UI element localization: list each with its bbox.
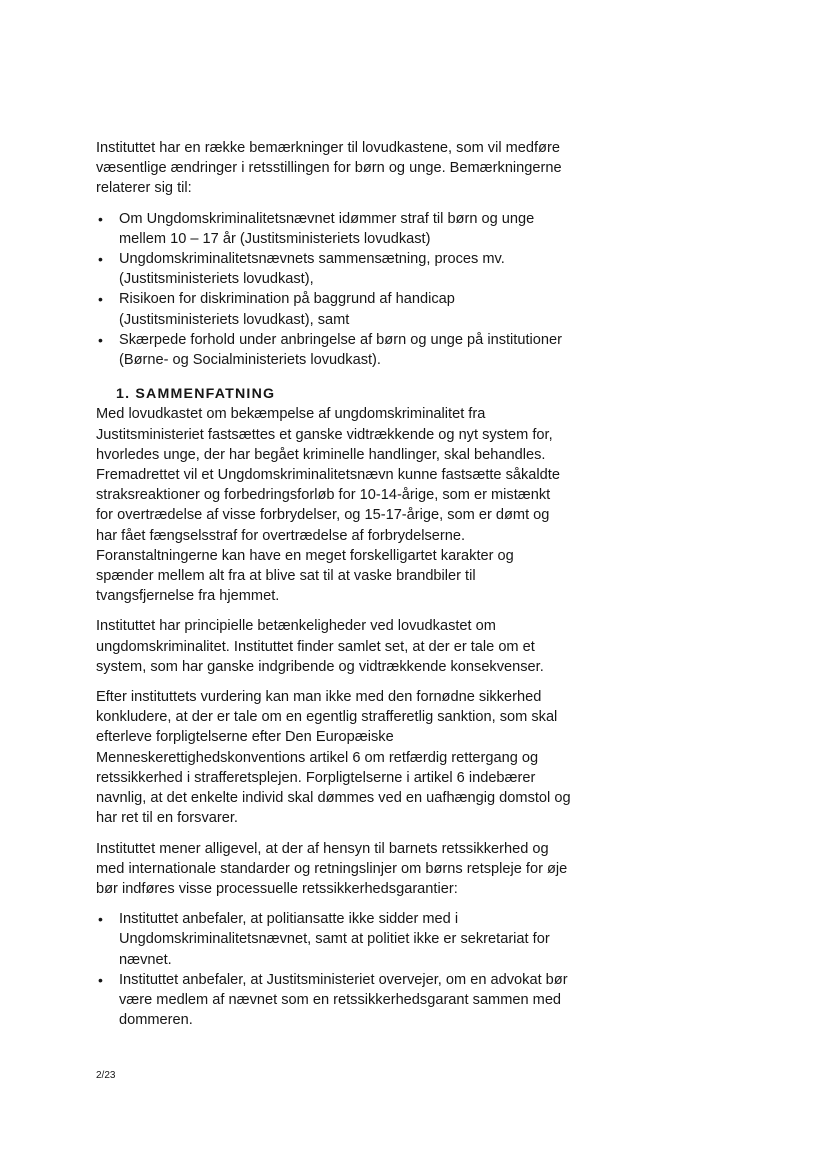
- topic-item: • Risikoen for diskrimination på baggrund af handicap (Justitsministeriets lovudkast), samt: [96, 289, 571, 329]
- recommendation-list: [96, 909, 571, 1030]
- page-number: 2/23: [96, 1070, 116, 1081]
- topic-item: • Om Ungdomskriminalitetsnævnet idømmer straf til børn og unge mellem 10 – 17 år (Justitsministeriets lovudkast): [96, 209, 571, 249]
- section-title: SAMMENFATNING: [135, 386, 276, 403]
- intro-paragraph: Instituttet har en række bemærkninger til lovudkastene, som vil medføre væsentlige ændringer i retsstillingen for børn og unge. Bemærkningerne relaterer sig til:: [96, 140, 562, 197]
- body-paragraph: Med lovudkastet om bekæmpelse af ungdomskriminalitet fra Justitsministeriet fastsættes et ganske vidtrækkende og nyt system for, hvorledes unge, der har begået kriminelle handlinger, skal behandles. Fremadrettet vil et Ungdomskriminalitetsnævn kunne fastsætte såkaldte straksreaktioner og forbedringsforløb for 10-14-årige, som er mistænkt for overtrædelse af visse forbrydelser, og 15-17-årige, som er dømt og har fået fængselsstraf for overtrædelse af forbrydelserne. Foranstaltningerne kan have en meget forskelligartet karakter og spænder mellem alt fra at blive sat til at vaske brandbiler til tvangsfjernelse fra hjemmet.: [96, 406, 560, 605]
- section-number: 1.: [116, 386, 131, 403]
- body-paragraph: Efter instituttets vurdering kan man ikke med den fornødne sikkerhed konkludere, at der er tale om en egentlig strafferetlig sanktion, som skal efterleve forpligtelserne efter Den Europæiske Menneskerettighedskonventions artikel 6 om retfærdig rettergang og retssikkerhed i strafferetsplejen. Forpligtelserne i artikel 6 indebærer navnlig, at det enkelte individ skal dømmes ved en uafhængig domstol og har ret til en forsvarer.: [96, 689, 571, 827]
- topic-item: • Skærpede forhold under anbringelse af børn og unge på institutioner (Børne- og Socialministeriets lovudkast).: [96, 330, 571, 370]
- topic-list: [96, 209, 571, 371]
- body-paragraph: Instituttet mener alligevel, at der af hensyn til barnets retssikkerhed og med internationale standarder og retningslinjer om børns retspleje for øje bør indføres visse processuelle retssikkerhedsgarantier:: [96, 840, 568, 897]
- recommendation-item: • Instituttet anbefaler, at Justitsministeriet overvejer, om en advokat bør være medlem af nævnet som en retssikkerhedsgarant sammen med dommeren.: [96, 970, 571, 1031]
- recommendation-item: • Instituttet anbefaler, at politiansatte ikke sidder med i Ungdomskriminalitetsnævnet, samt at politiet ikke er sekretariat for nævnet.: [96, 909, 571, 970]
- section-heading: [116, 384, 571, 404]
- body-paragraph: Instituttet har principielle betænkeligheder ved lovudkastet om ungdomskriminalitet. Instituttet finder samlet set, at der er tale om et system, som har ganske indgribende og vidtrækkende konsekvenser.: [96, 618, 544, 675]
- page-body: [96, 138, 571, 1044]
- topic-item: • Ungdomskriminalitetsnævnets sammensætning, proces mv. (Justitsministeriets lovudkast),: [96, 249, 571, 289]
